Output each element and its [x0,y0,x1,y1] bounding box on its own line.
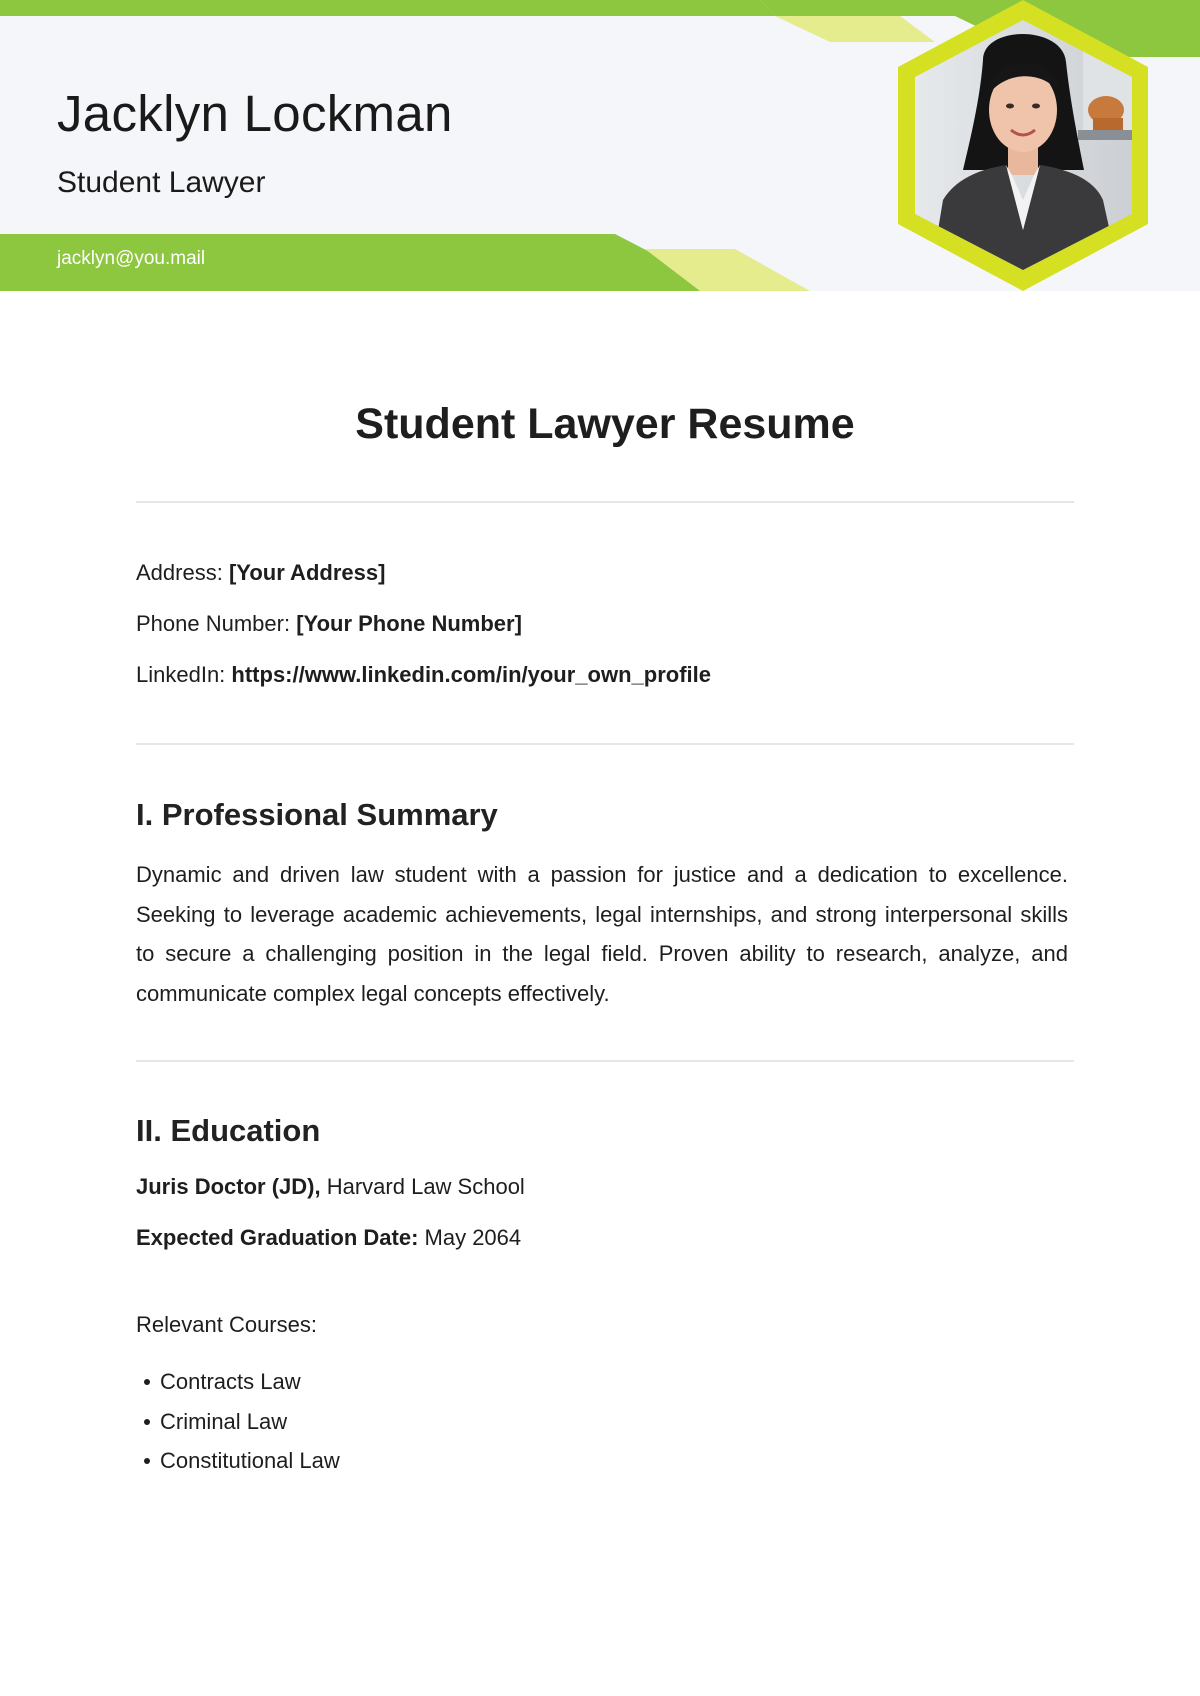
phone-line [136,611,522,637]
degree-line [136,1174,525,1200]
divider [136,743,1074,745]
school: Harvard Law School [326,1174,525,1199]
address-value: [Your Address] [228,560,386,585]
course-name: Criminal Law [160,1408,288,1434]
resume-header [0,0,1200,291]
divider [136,1060,1074,1062]
candidate-role: Student Lawyer [57,166,266,199]
address-label: Address: [136,560,223,585]
address-line [136,560,385,586]
bullet-icon [144,1458,150,1464]
candidate-email[interactable]: jacklyn@you.mail [57,248,206,269]
education-heading: II. Education [136,1113,321,1148]
document-title: Student Lawyer Resume [355,400,855,448]
phone-label: Phone Number: [136,611,291,636]
courses-label: Relevant Courses: [136,1312,317,1337]
graduation-line [136,1225,521,1251]
linkedin-link[interactable]: https://www.linkedin.com/in/your_own_profile [231,662,711,687]
course-list [136,1362,340,1481]
list-item [136,1441,340,1481]
graduation-label: Expected Graduation Date: [136,1225,419,1250]
bullet-icon [144,1419,150,1425]
list-item [136,1362,340,1402]
course-name: Constitutional Law [160,1448,340,1473]
linkedin-label: LinkedIn: [136,662,226,687]
bullet-icon [144,1379,150,1385]
graduation-date: May 2064 [424,1225,522,1250]
phone-value: [Your Phone Number] [296,611,522,636]
summary-heading: I. Professional Summary [136,797,498,832]
course-name: Contracts Law [160,1369,301,1394]
hexagon-avatar [888,0,1158,291]
linkedin-line [136,662,711,688]
divider [136,501,1074,503]
candidate-name: Jacklyn Lockman [57,85,453,142]
degree: Juris Doctor (JD), [136,1174,321,1199]
summary-text: Dynamic and driven law student with a passion for justice and a dedication to excellence. Seeking to leverage academic achievements, legal internships, and strong interpersonal skills to secure a challenging position in the legal field. Proven ability to research, analyze, and communicate complex legal concepts effectively. [136,862,1068,1006]
list-item [136,1402,340,1442]
profile-photo [888,0,1158,291]
